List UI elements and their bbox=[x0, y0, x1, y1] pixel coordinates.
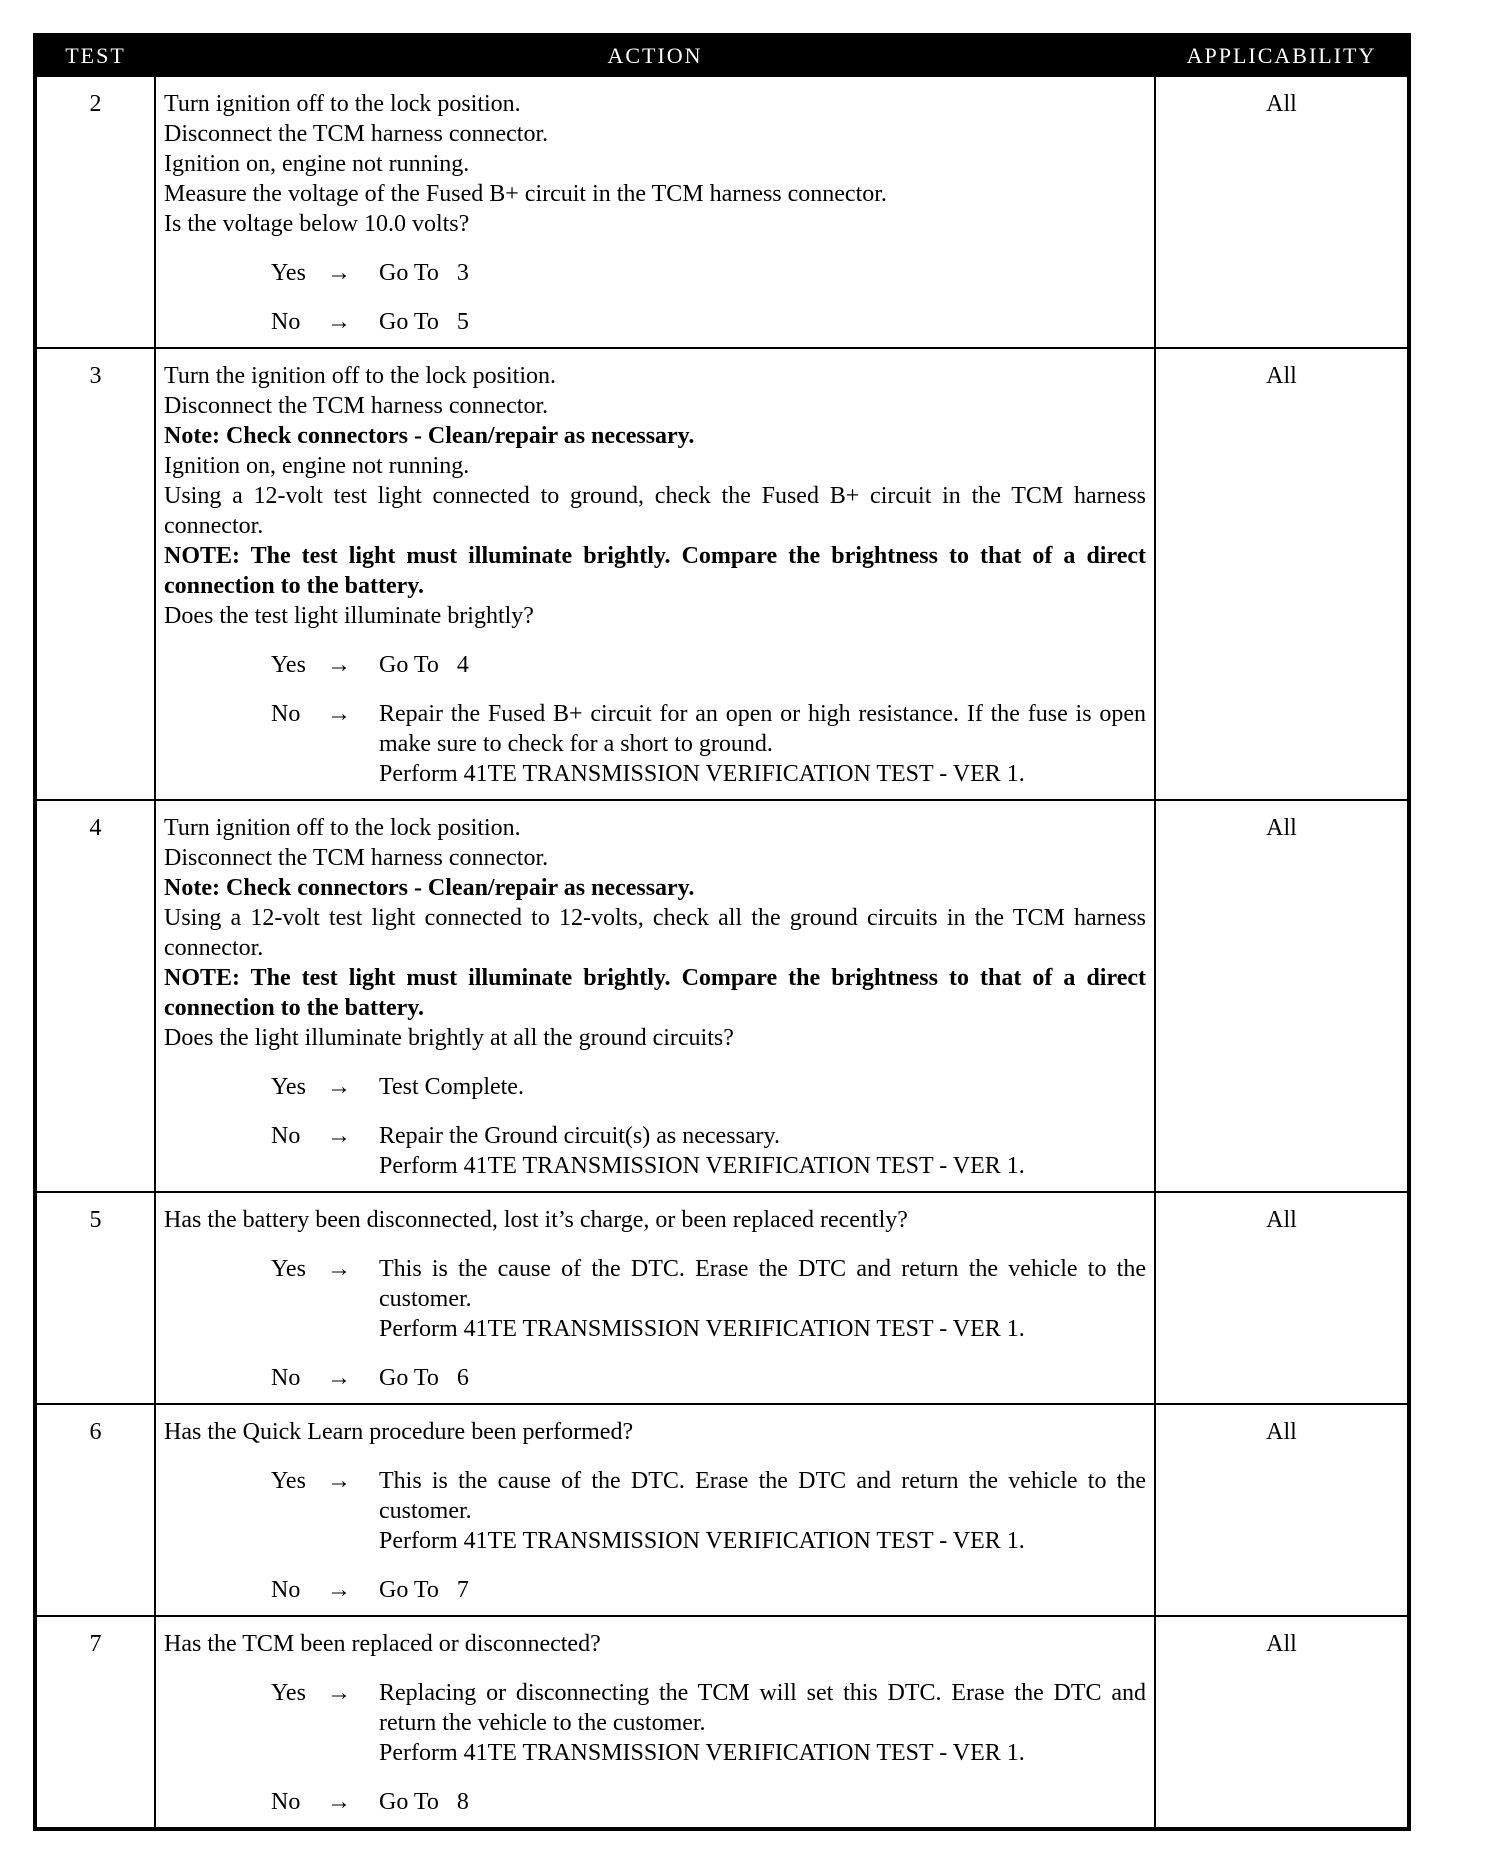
answer-label: No bbox=[271, 1577, 301, 1603]
answer-yes bbox=[271, 1254, 1152, 1344]
answer-no bbox=[271, 699, 1152, 789]
instruction-text: Turn ignition off to the lock position. bbox=[164, 91, 521, 117]
instruction-text: Ignition on, engine not running. bbox=[164, 453, 470, 479]
result-text: Repair the Ground circuit(s) as necessary. bbox=[379, 1123, 780, 1149]
table-row bbox=[35, 1192, 1409, 1404]
diagnostic-test-table bbox=[33, 33, 1411, 1831]
instruction-text: Using a 12-volt test light connected to 12-volts, check all the ground circuits in the TCM harness connector. bbox=[164, 905, 1146, 961]
applicability-value: All bbox=[1155, 1616, 1409, 1829]
answer-result bbox=[379, 307, 1146, 337]
test-number: 4 bbox=[35, 800, 155, 1192]
answer-result bbox=[379, 1072, 1146, 1102]
answer-result bbox=[379, 699, 1152, 789]
instruction-text: Turn the ignition off to the lock position. bbox=[164, 363, 557, 389]
instruction-text: Disconnect the TCM harness connector. bbox=[164, 845, 549, 871]
answer-yes bbox=[271, 650, 1146, 680]
arrow-right-icon: → bbox=[327, 1256, 351, 1282]
instruction-text: Using a 12-volt test light connected to ground, check the Fused B+ circuit in the TCM harness connector. bbox=[164, 483, 1146, 539]
applicability-value: All bbox=[1155, 1192, 1409, 1404]
answer-label: Yes bbox=[271, 652, 306, 678]
applicability-value: All bbox=[1155, 76, 1409, 348]
arrow-right-icon: → bbox=[327, 652, 351, 678]
arrow-right-icon: → bbox=[327, 1365, 351, 1391]
answer-no bbox=[271, 1787, 1146, 1817]
answer-label: No bbox=[271, 309, 301, 335]
instruction-text: Disconnect the TCM harness connector. bbox=[164, 393, 549, 419]
answer-label: Yes bbox=[271, 1680, 306, 1706]
answer-label: Yes bbox=[271, 260, 306, 286]
answer-no bbox=[271, 1121, 1146, 1181]
arrow-right-icon: → bbox=[327, 309, 351, 335]
note-text: Note: Check connectors - Clean/repair as necessary. bbox=[164, 875, 695, 901]
action-cell bbox=[155, 1616, 1155, 1829]
answer-result bbox=[379, 1678, 1152, 1768]
instruction-text: Has the Quick Learn procedure been performed? bbox=[164, 1419, 634, 1445]
result-text: This is the cause of the DTC. Erase the DTC and return the vehicle to the customer. bbox=[379, 1256, 1152, 1312]
answer-yes bbox=[271, 258, 1146, 288]
answer-yes bbox=[271, 1072, 1146, 1102]
action-cell bbox=[155, 76, 1155, 348]
action-cell bbox=[155, 1192, 1155, 1404]
table-row bbox=[35, 348, 1409, 800]
instruction-text: Has the battery been disconnected, lost it’s charge, or been replaced recently? bbox=[164, 1207, 908, 1233]
header-test: TEST bbox=[35, 35, 155, 76]
result-text: Go To 6 bbox=[379, 1365, 469, 1391]
table-row bbox=[35, 800, 1409, 1192]
answer-label: Yes bbox=[271, 1468, 306, 1494]
arrow-right-icon: → bbox=[327, 260, 351, 286]
result-text: This is the cause of the DTC. Erase the DTC and return the vehicle to the customer. bbox=[379, 1468, 1152, 1524]
header-action: ACTION bbox=[155, 35, 1155, 76]
answer-yes bbox=[271, 1466, 1152, 1556]
verification-text: Perform 41TE TRANSMISSION VERIFICATION TEST - VER 1. bbox=[379, 1740, 1025, 1766]
test-number: 3 bbox=[35, 348, 155, 800]
arrow-right-icon: → bbox=[327, 701, 351, 727]
result-text: Go To 8 bbox=[379, 1789, 469, 1815]
action-cell bbox=[155, 800, 1155, 1192]
answer-label: No bbox=[271, 701, 301, 727]
answer-no bbox=[271, 307, 1146, 337]
answer-result bbox=[379, 1254, 1152, 1344]
answer-yes bbox=[271, 1678, 1152, 1768]
verification-text: Perform 41TE TRANSMISSION VERIFICATION TEST - VER 1. bbox=[379, 1316, 1025, 1342]
instruction-text: Does the light illuminate brightly at all the ground circuits? bbox=[164, 1025, 734, 1051]
answer-label: No bbox=[271, 1123, 301, 1149]
arrow-right-icon: → bbox=[327, 1074, 351, 1100]
instruction-text: Measure the voltage of the Fused B+ circuit in the TCM harness connector. bbox=[164, 181, 887, 207]
note-text: Note: Check connectors - Clean/repair as necessary. bbox=[164, 423, 695, 449]
result-text: Go To 3 bbox=[379, 260, 469, 286]
diagnostic-document bbox=[33, 33, 1407, 1831]
table-row bbox=[35, 1404, 1409, 1616]
answer-label: Yes bbox=[271, 1256, 306, 1282]
answer-no bbox=[271, 1363, 1146, 1393]
arrow-right-icon: → bbox=[327, 1577, 351, 1603]
answer-result bbox=[379, 258, 1146, 288]
answer-label: No bbox=[271, 1365, 301, 1391]
header-applicability: APPLICABILITY bbox=[1155, 35, 1409, 76]
answer-no bbox=[271, 1575, 1146, 1605]
answer-result bbox=[379, 650, 1146, 680]
note-text: NOTE: The test light must illuminate brightly. Compare the brightness to that of a direct connection to the battery. bbox=[164, 543, 1146, 599]
test-number: 7 bbox=[35, 1616, 155, 1829]
answer-result bbox=[379, 1787, 1146, 1817]
applicability-value: All bbox=[1155, 800, 1409, 1192]
table-row bbox=[35, 1616, 1409, 1829]
answer-result bbox=[379, 1466, 1152, 1556]
answer-label: No bbox=[271, 1789, 301, 1815]
answer-label: Yes bbox=[271, 1074, 306, 1100]
action-cell bbox=[155, 348, 1155, 800]
result-text: Test Complete. bbox=[379, 1074, 524, 1100]
applicability-value: All bbox=[1155, 1404, 1409, 1616]
test-number: 5 bbox=[35, 1192, 155, 1404]
test-number: 6 bbox=[35, 1404, 155, 1616]
verification-text: Perform 41TE TRANSMISSION VERIFICATION TEST - VER 1. bbox=[379, 1153, 1025, 1179]
verification-text: Perform 41TE TRANSMISSION VERIFICATION TEST - VER 1. bbox=[379, 1528, 1025, 1554]
verification-text: Perform 41TE TRANSMISSION VERIFICATION TEST - VER 1. bbox=[379, 761, 1025, 787]
answer-result bbox=[379, 1121, 1146, 1181]
answer-result bbox=[379, 1575, 1146, 1605]
arrow-right-icon: → bbox=[327, 1468, 351, 1494]
instruction-text: Turn ignition off to the lock position. bbox=[164, 815, 521, 841]
result-text: Go To 5 bbox=[379, 309, 469, 335]
instruction-text: Is the voltage below 10.0 volts? bbox=[164, 211, 470, 237]
instruction-text: Disconnect the TCM harness connector. bbox=[164, 121, 549, 147]
result-text: Replacing or disconnecting the TCM will set this DTC. Erase the DTC and return the vehicle to the customer. bbox=[379, 1680, 1152, 1736]
table-row bbox=[35, 76, 1409, 348]
table-body bbox=[35, 76, 1409, 1829]
table-header-row bbox=[35, 35, 1409, 76]
action-cell bbox=[155, 1404, 1155, 1616]
applicability-value: All bbox=[1155, 348, 1409, 800]
answer-result bbox=[379, 1363, 1146, 1393]
arrow-right-icon: → bbox=[327, 1123, 351, 1149]
instruction-text: Does the test light illuminate brightly? bbox=[164, 603, 534, 629]
result-text: Go To 4 bbox=[379, 652, 469, 678]
test-number: 2 bbox=[35, 76, 155, 348]
note-text: NOTE: The test light must illuminate brightly. Compare the brightness to that of a direct connection to the battery. bbox=[164, 965, 1146, 1021]
instruction-text: Has the TCM been replaced or disconnected? bbox=[164, 1631, 601, 1657]
instruction-text: Ignition on, engine not running. bbox=[164, 151, 470, 177]
result-text: Go To 7 bbox=[379, 1577, 469, 1603]
arrow-right-icon: → bbox=[327, 1789, 351, 1815]
arrow-right-icon: → bbox=[327, 1680, 351, 1706]
result-text: Repair the Fused B+ circuit for an open or high resistance. If the fuse is open make sure to check for a short to ground. bbox=[379, 701, 1152, 757]
